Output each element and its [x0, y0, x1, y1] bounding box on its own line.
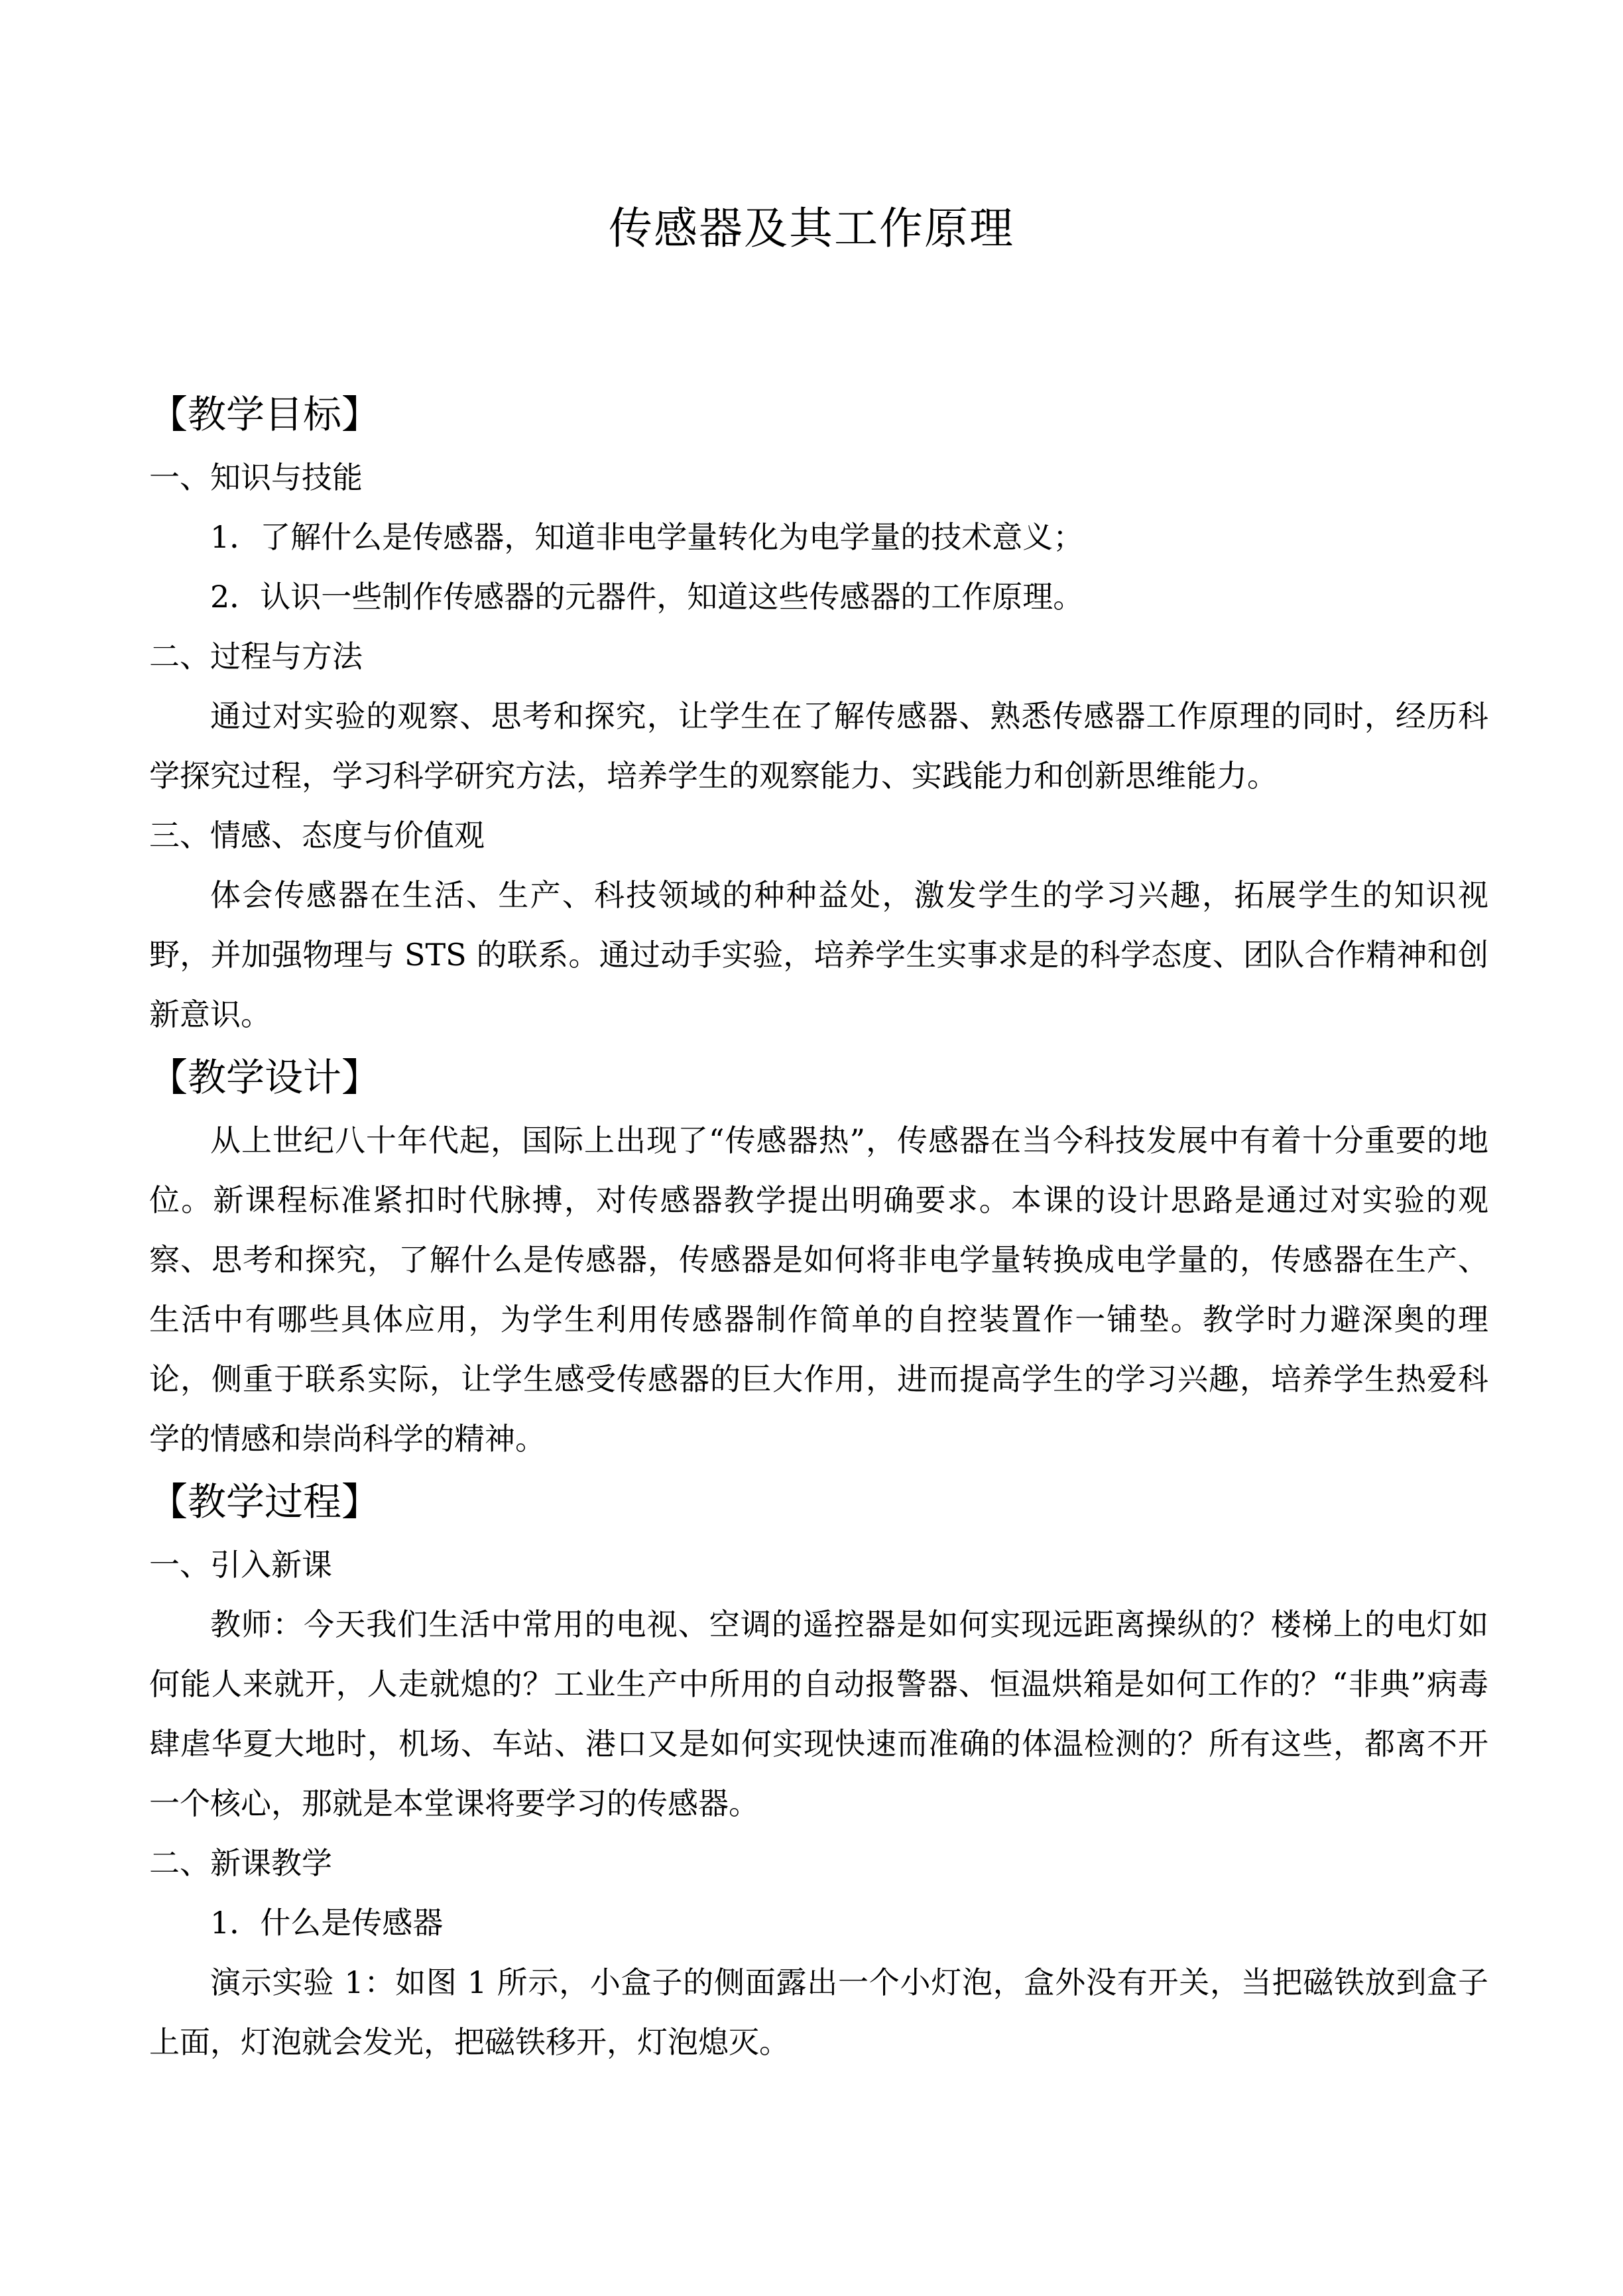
document-title: 传感器及其工作原理	[609, 203, 1014, 254]
section-header-design: 【教学设计】	[149, 1055, 381, 1100]
section-header-goals: 【教学目标】	[149, 392, 381, 437]
paragraph-demo-1: 演示实验 1：如图 1 所示，小盒子的侧面露出一个小灯泡，盒外没有开关，当把磁铁放到盒子上面，灯泡就会发光，把磁铁移开，灯泡熄灭。	[149, 1964, 1488, 2060]
subheading-new-lesson: 二、新课教学	[149, 1845, 332, 1881]
subheading-intro: 一、引入新课	[149, 1547, 332, 1583]
list-item: 2．认识一些制作传感器的元器件，知道这些传感器的工作原理。	[210, 579, 1084, 615]
subheading-knowledge: 一、知识与技能	[149, 459, 363, 495]
paragraph-intro: 教师：今天我们生活中常用的电视、空调的遥控器是如何实现远距离操纵的？楼梯上的电灯如何能人来就开，人走就熄的？工业生产中所用的自动报警器、恒温烘箱是如何工作的？“非典”病毒肆虐华夏大地时，机场、车站、港口又是如何实现快速而准确的体温检测的？所有这些，都离不开一个核心，那就是本堂课将要学习的传感器。	[149, 1606, 1488, 1821]
list-item: 1．了解什么是传感器，知道非电学量转化为电学量的技术意义；	[210, 519, 1084, 555]
section-header-process: 【教学过程】	[149, 1479, 381, 1524]
subheading-emotion: 三、情感、态度与价值观	[149, 817, 485, 853]
list-item-what-is-sensor: 1．什么是传感器	[210, 1905, 444, 1941]
paragraph-emotion: 体会传感器在生活、生产、科技领域的种种益处，激发学生的学习兴趣，拓展学生的知识视野，并加强物理与 STS 的联系。通过动手实验，培养学生实事求是的科学态度、团队合作精神和创新意识。	[149, 877, 1488, 1032]
subheading-process-method: 二、过程与方法	[149, 638, 363, 674]
document-body	[149, 381, 1488, 2072]
paragraph-design: 从上世纪八十年代起，国际上出现了“传感器热”，传感器在当今科技发展中有着十分重要的地位。新课程标准紧扣时代脉搏，对传感器教学提出明确要求。本课的设计思路是通过对实验的观察、思考和探究，了解什么是传感器，传感器是如何将非电学量转换成电学量的，传感器在生产、生活中有哪些具体应用，为学生利用传感器制作简单的自控装置作一铺垫。教学时力避深奥的理论，侧重于联系实际，让学生感受传感器的巨大作用，进而提高学生的学习兴趣，培养学生热爱科学的情感和崇尚科学的精神。	[149, 1122, 1488, 1457]
paragraph-process-method: 通过对实验的观察、思考和探究，让学生在了解传感器、熟悉传感器工作原理的同时，经历科学探究过程，学习科学研究方法，培养学生的观察能力、实践能力和创新思维能力。	[149, 698, 1488, 794]
